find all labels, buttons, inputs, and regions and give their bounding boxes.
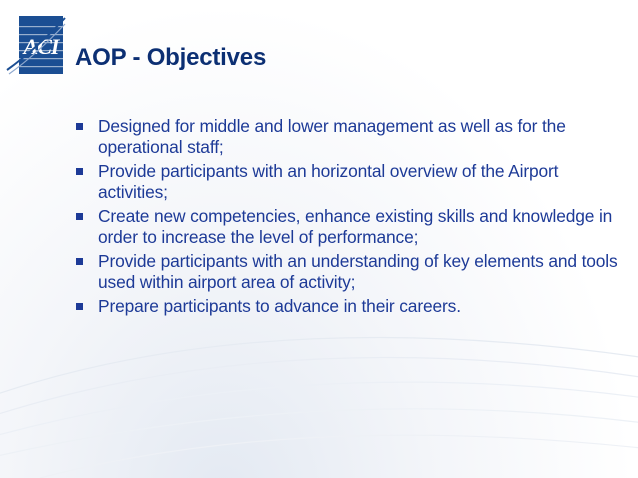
list-item xyxy=(74,251,619,292)
aci-logo-icon xyxy=(5,12,67,78)
square-bullet-icon xyxy=(76,258,83,265)
list-item xyxy=(74,296,619,317)
bullet-text: Provide participants with an understanding of key elements and tools used within airport area of activity; xyxy=(98,251,618,292)
bullet-text: Create new competencies, enhance existing skills and knowledge in order to increase the level of performance; xyxy=(98,206,613,247)
list-item xyxy=(74,161,619,202)
bullet-text: Provide participants with an horizontal overview of the Airport activities; xyxy=(98,161,559,202)
square-bullet-icon xyxy=(76,168,83,175)
list-item xyxy=(74,116,619,157)
bullet-text: Designed for middle and lower management as well as for the operational staff; xyxy=(98,116,566,157)
list-item xyxy=(74,206,619,247)
slide-title: AOP - Objectives xyxy=(75,44,267,71)
bullet-text: Prepare participants to advance in their careers. xyxy=(98,296,461,316)
bullet-list xyxy=(74,116,619,321)
square-bullet-icon xyxy=(76,213,83,220)
square-bullet-icon xyxy=(76,303,83,310)
logo-text: ACI xyxy=(23,34,59,59)
square-bullet-icon xyxy=(76,123,83,130)
